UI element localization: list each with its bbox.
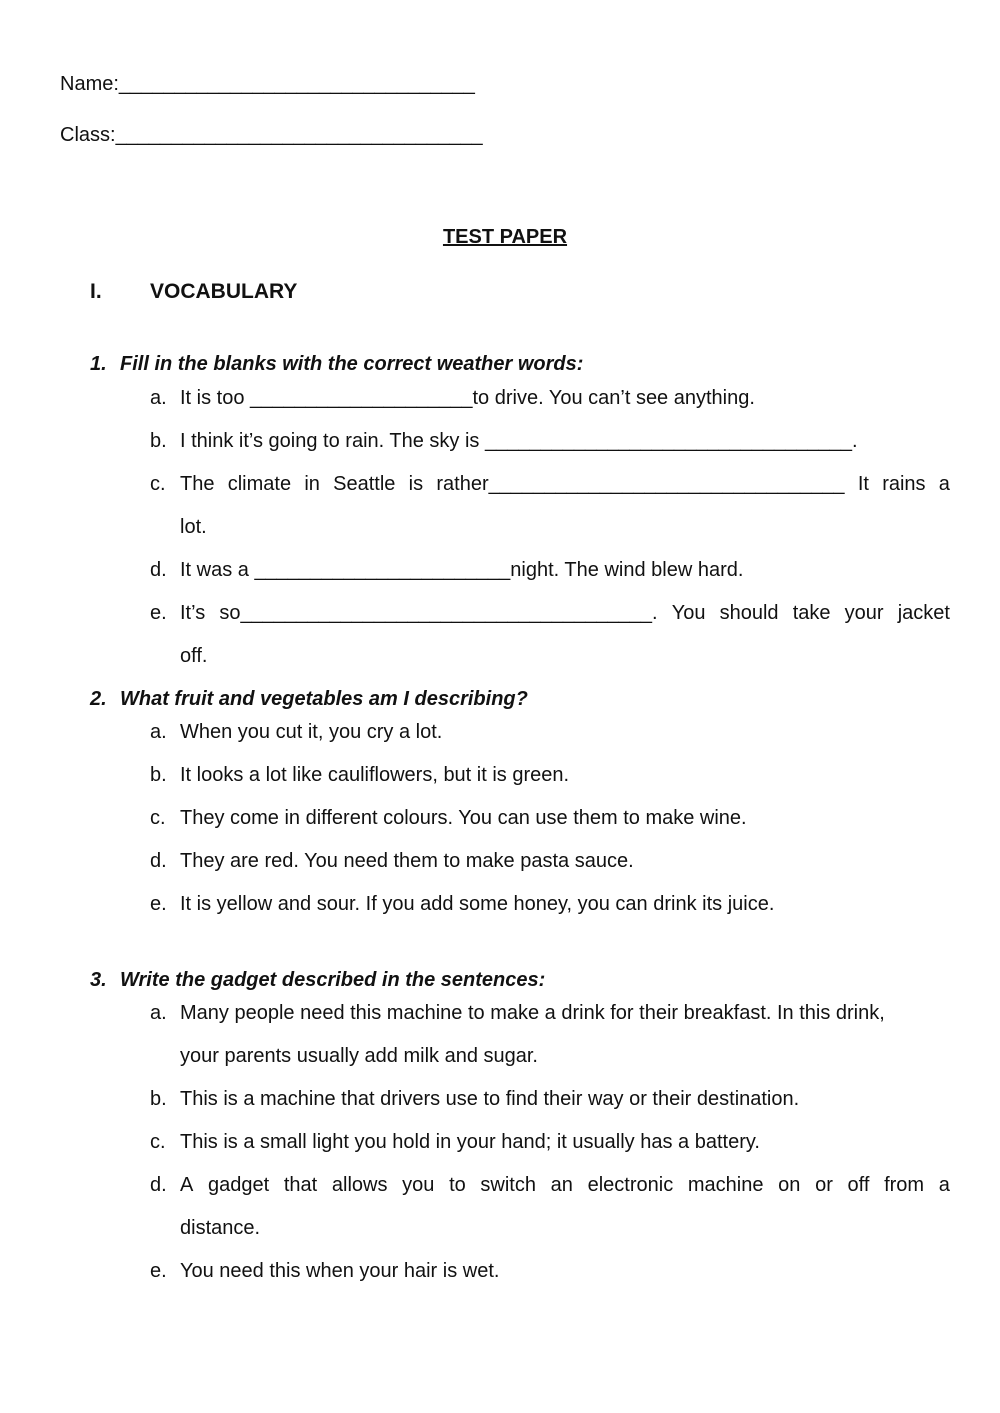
word: take xyxy=(792,602,831,624)
item-text: This is a machine that drivers use to find their way or their destination. xyxy=(180,1088,800,1110)
list-item xyxy=(150,850,950,873)
word: an xyxy=(550,1174,573,1196)
list-item xyxy=(150,1088,950,1111)
word: a xyxy=(938,1174,950,1196)
section-label: VOCABULARY xyxy=(150,280,298,303)
word: allows xyxy=(331,1174,388,1196)
word: rains xyxy=(882,473,926,495)
list-item xyxy=(150,559,950,582)
word: to xyxy=(449,1174,466,1196)
word: so_____________________________________. xyxy=(219,602,658,624)
section-number: I. xyxy=(90,280,102,303)
word: You xyxy=(671,602,706,624)
item-text-continued: distance. xyxy=(180,1217,261,1239)
word: from xyxy=(884,1174,925,1196)
word: It xyxy=(857,473,869,495)
list-item xyxy=(150,1174,950,1197)
page-title: TEST PAPER xyxy=(442,226,568,248)
word: a xyxy=(938,473,950,495)
item-letter: a. xyxy=(150,721,167,743)
item-text: It was a _______________________night. The wind blew hard. xyxy=(180,559,744,581)
name-field[interactable]: Name:________________________________ xyxy=(60,73,475,95)
word: Seattle xyxy=(333,473,396,495)
word: switch xyxy=(480,1174,536,1196)
word: climate xyxy=(227,473,292,495)
item-letter: a. xyxy=(150,1002,167,1024)
word: machine xyxy=(687,1174,764,1196)
word: in xyxy=(304,473,320,495)
word: on xyxy=(778,1174,801,1196)
word: off xyxy=(847,1174,870,1196)
item-text-continued: your parents usually add milk and sugar. xyxy=(180,1045,538,1067)
question-number: 1. xyxy=(90,353,107,375)
item-text: You need this when your hair is wet. xyxy=(180,1260,500,1282)
word: you xyxy=(402,1174,435,1196)
word: gadget xyxy=(208,1174,270,1196)
item-text: It is too ____________________to drive. You can’t see anything. xyxy=(180,387,755,409)
item-letter: d. xyxy=(150,559,167,581)
list-item xyxy=(150,430,950,453)
item-text: It looks a lot like cauliflowers, but it is green. xyxy=(180,764,570,786)
question-prompt: Write the gadget described in the sentences: xyxy=(120,969,546,991)
list-item xyxy=(150,893,950,916)
item-text: This is a small light you hold in your hand; it usually has a battery. xyxy=(180,1131,760,1153)
word: or xyxy=(815,1174,833,1196)
item-text: It is yellow and sour. If you add some honey, you can drink its juice. xyxy=(180,893,775,915)
question-prompt: What fruit and vegetables am I describing? xyxy=(120,688,528,710)
item-letter: e. xyxy=(150,893,167,915)
question-1-heading xyxy=(90,353,583,376)
item-letter: b. xyxy=(150,1088,167,1110)
item-letter: d. xyxy=(150,850,167,872)
item-text xyxy=(180,1174,950,1197)
item-letter: c. xyxy=(150,807,166,829)
item-letter: e. xyxy=(150,1260,167,1282)
list-item xyxy=(150,1260,950,1283)
word: jacket xyxy=(897,602,950,624)
item-text-continued: off. xyxy=(180,645,208,667)
list-item xyxy=(150,473,950,496)
word: A xyxy=(180,1174,194,1196)
list-item xyxy=(150,602,950,625)
list-item xyxy=(150,721,950,744)
question-prompt: Fill in the blanks with the correct weather words: xyxy=(120,353,584,375)
word: should xyxy=(719,602,779,624)
word: your xyxy=(844,602,884,624)
item-letter: e. xyxy=(150,602,167,624)
list-item xyxy=(150,1131,950,1154)
word: The xyxy=(180,473,215,495)
list-item xyxy=(150,807,950,830)
word: electronic xyxy=(587,1174,674,1196)
question-number: 3. xyxy=(90,969,107,991)
item-letter: b. xyxy=(150,764,167,786)
item-text xyxy=(180,473,950,496)
item-text xyxy=(180,602,950,625)
item-letter: a. xyxy=(150,387,167,409)
list-item xyxy=(150,764,950,787)
question-3-heading xyxy=(90,969,545,992)
item-letter: b. xyxy=(150,430,167,452)
word: is xyxy=(408,473,424,495)
item-text-continued: lot. xyxy=(180,516,207,538)
item-text: They come in different colours. You can use them to make wine. xyxy=(180,807,747,829)
item-text: I think it’s going to rain. The sky is _________________________________. xyxy=(180,430,858,452)
list-item xyxy=(150,1002,950,1025)
item-text: When you cut it, you cry a lot. xyxy=(180,721,443,743)
item-letter: c. xyxy=(150,1131,166,1153)
item-text: They are red. You need them to make pasta sauce. xyxy=(180,850,634,872)
word: It’s xyxy=(180,602,206,624)
word: that xyxy=(283,1174,318,1196)
question-2-heading xyxy=(90,688,528,711)
item-letter: c. xyxy=(150,473,166,495)
question-number: 2. xyxy=(90,688,107,710)
section-heading xyxy=(90,280,297,304)
list-item xyxy=(150,387,950,410)
item-letter: d. xyxy=(150,1174,167,1196)
item-text: Many people need this machine to make a drink for their breakfast. In this drink, xyxy=(180,1002,885,1024)
word: rather________________________________ xyxy=(436,473,845,495)
class-field[interactable]: Class:_________________________________ xyxy=(60,124,483,146)
